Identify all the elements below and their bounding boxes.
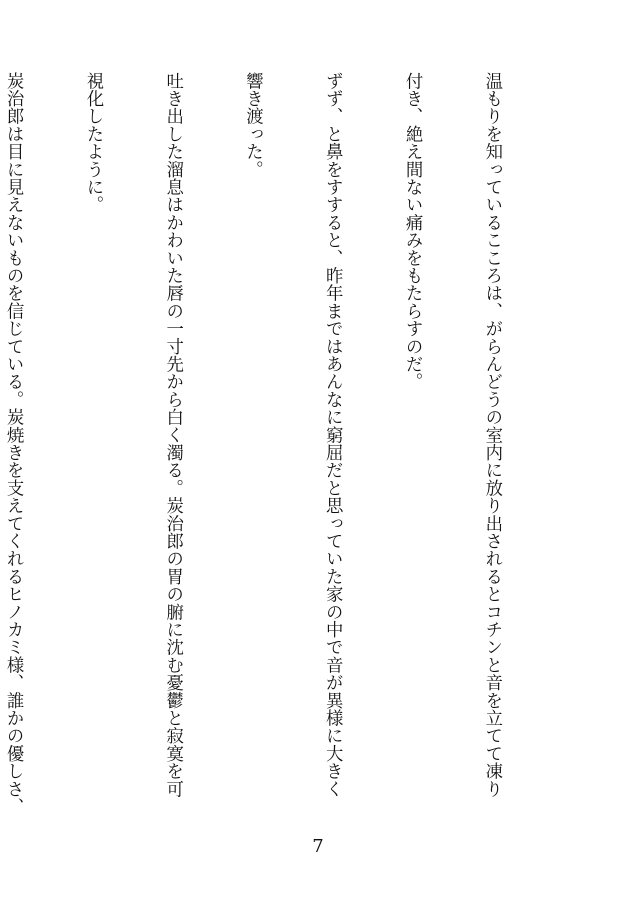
text-column: 視化したように。 (82, 72, 103, 214)
text-column: 付き、絶え間ない痛みをもたらすのだ。 (402, 72, 423, 391)
vertical-body-text (0, 72, 558, 822)
text-column: 吐き出した溜息はかわいた唇の一寸先から白く濁る。炭治郎の胃の腑に沈む憂鬱と寂寞を可 (162, 72, 183, 798)
text-column: ずず、と鼻をすすると、昨年まではあんなに窮屈だと思っていた家の中で音が異様に大きく (322, 72, 343, 798)
text-column: 響き渡った。 (242, 72, 263, 179)
text-column: 炭治郎は目に見えないものを信じている。炭焼きを支えてくれるヒノカミ様、誰かの優しさ、 (3, 72, 24, 816)
text-column: 温もりを知っているこころは、がらんどうの室内に放り出されるとコチンと音を立てて凍り (481, 72, 502, 798)
page-number: 7 (312, 836, 324, 857)
